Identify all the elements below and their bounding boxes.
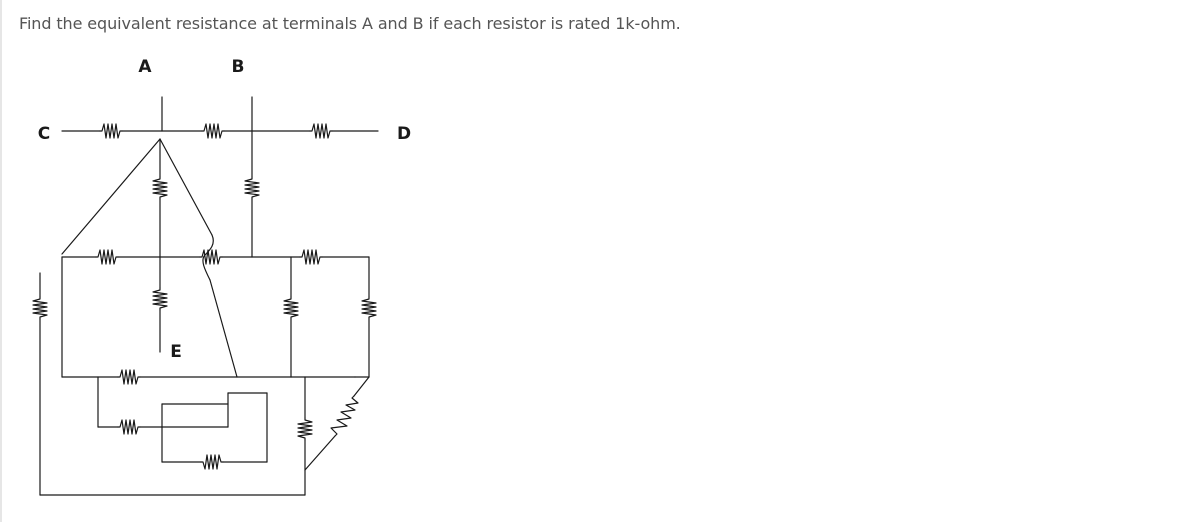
resistor-vertical-e [153,288,167,310]
resistor-top-middle [202,124,224,138]
resistor-middle-left [96,250,118,264]
resistor-right-outer [362,297,376,319]
resistor-top-left [100,124,122,138]
terminal-label-c: C [37,124,51,144]
resistor-top-right [310,124,332,138]
resistor-vertical-b [245,177,259,199]
question-text: Find the equivalent resistance at terminals A and B if each resistor is rated 1k-ohm. [19,14,681,33]
resistor-middle-right [300,250,322,264]
resistor-lower-right-diagonal [331,396,358,436]
middle-rail [62,250,369,264]
resistor-lower-right-vertical [298,418,312,440]
resistor-lower-1 [118,370,140,384]
terminal-label-d: D [396,124,412,144]
terminal-label-e: E [170,342,182,362]
terminal-label-b: B [231,57,245,77]
top-rail [62,124,378,138]
resistor-lower-3 [201,455,223,469]
resistor-vertical-a [153,177,167,199]
terminal-label-a: A [138,57,152,77]
resistor-lower-2 [118,420,140,434]
resistor-right-inner [284,297,298,319]
resistor-outer-left [33,297,47,319]
